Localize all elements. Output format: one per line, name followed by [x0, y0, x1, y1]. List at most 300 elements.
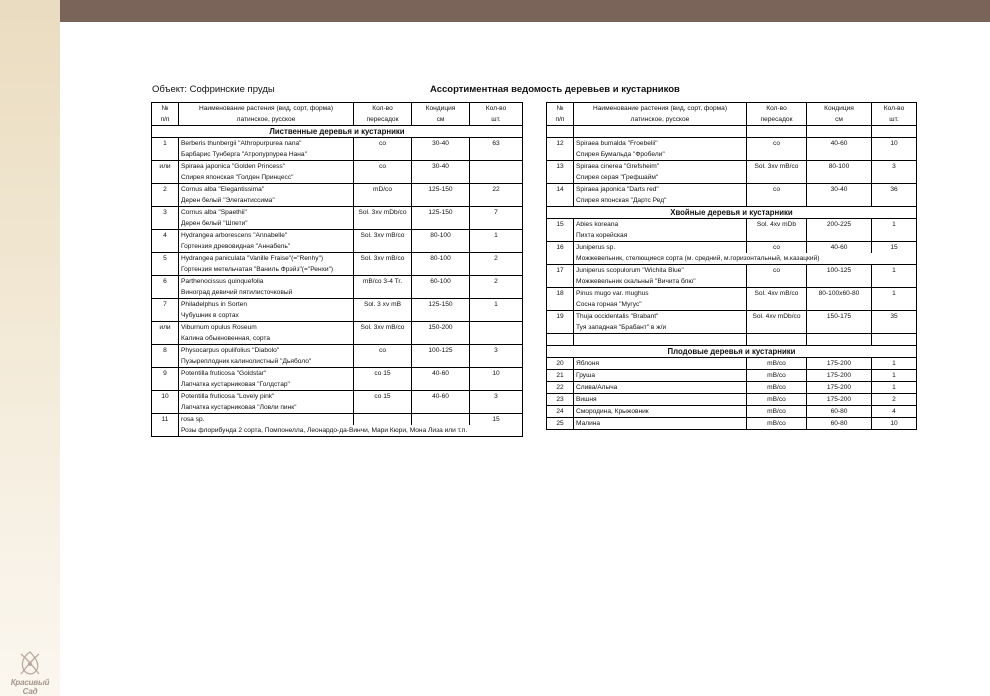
russian-name: Спирея японская "Дартс Ред": [574, 195, 747, 207]
size-condition: [412, 414, 470, 426]
transplant-count: Sol. 3 xv mB: [354, 299, 412, 311]
item-number: 2: [152, 184, 179, 196]
table-row: [152, 276, 523, 288]
table-row: [152, 322, 523, 334]
section-row: [547, 346, 917, 358]
russian-name: Можжевельник, стелющиеся сорта (м. средний, м.горизонтальный, м.казацкий): [574, 253, 917, 265]
right-plant-table: [546, 102, 917, 430]
quantity-cont: [470, 149, 523, 161]
item-number-cont: [152, 425, 179, 437]
quantity: 2: [470, 253, 523, 265]
header-count-sub: пересадок: [747, 114, 807, 126]
table-row: [152, 345, 523, 357]
size-condition: 60-80: [807, 406, 872, 418]
transplant-count: Sol. 4xv mB/co: [747, 288, 807, 300]
header-row-1: [547, 103, 917, 115]
latin-name: Thuja occidentalis "Brabant": [574, 311, 747, 323]
item-number: 19: [547, 311, 574, 323]
quantity-cont: [470, 241, 523, 253]
table-row-sub: [547, 172, 917, 184]
russian-name: Сосна горная "Мугус": [574, 299, 747, 311]
section-title: Плодовые деревья и кустарники: [547, 346, 917, 358]
transplant-count: co: [747, 184, 807, 196]
section-row: [152, 126, 523, 138]
transplant-count-cont: [354, 379, 412, 391]
size-condition: 30-40: [412, 161, 470, 173]
quantity: 22: [470, 184, 523, 196]
table-row-sub: [547, 253, 917, 265]
plant-name: Слива/Алыча: [574, 382, 747, 394]
size-condition-cont: [807, 172, 872, 184]
russian-name: Барбарис Тунберга "Атропурпуреа Нана": [179, 149, 354, 161]
size-condition: 60-100: [412, 276, 470, 288]
document-title: Ассортиментная ведомость деревьев и кустарников: [430, 84, 680, 95]
table-row: [152, 368, 523, 380]
transplant-count: co: [354, 161, 412, 173]
latin-name: Cornus alba "Elegantissima": [179, 184, 354, 196]
transplant-count: mB/co: [747, 406, 807, 418]
item-number-cont: [152, 333, 179, 345]
transplant-count-cont: [354, 172, 412, 184]
item-number-cont: [152, 149, 179, 161]
table-row-sub: [152, 195, 523, 207]
transplant-count-cont: [747, 149, 807, 161]
table-row: [547, 161, 917, 173]
item-number-cont: [547, 299, 574, 311]
transplant-count: Sol. 3xv mDb/co: [354, 207, 412, 219]
transplant-count: Sol. 3xv mB/co: [354, 322, 412, 334]
size-condition-cont: [412, 356, 470, 368]
size-condition-cont: [807, 230, 872, 242]
header-qty-sub: шт.: [872, 114, 917, 126]
size-condition: 125-150: [412, 299, 470, 311]
russian-name: Гортензия древовидная "Аннабель": [179, 241, 354, 253]
latin-name: Potentilla fruticosa "Lovely pink": [179, 391, 354, 403]
latin-name: Spiraea japonica "Darts red": [574, 184, 747, 196]
transplant-count: Sol. 3xv mB/co: [354, 230, 412, 242]
size-condition: 100-125: [807, 265, 872, 277]
size-condition-cont: [412, 287, 470, 299]
item-number: 14: [547, 184, 574, 196]
size-condition: 100-125: [412, 345, 470, 357]
quantity-cont: [872, 149, 917, 161]
quantity-cont: [872, 230, 917, 242]
table-row-sub: [547, 276, 917, 288]
quantity: 10: [470, 368, 523, 380]
transplant-count-cont: [354, 287, 412, 299]
transplant-count: co 15: [354, 368, 412, 380]
table-row: [547, 311, 917, 323]
header-condition: Кондиция: [412, 103, 470, 115]
size-condition-cont: [807, 322, 872, 334]
object-label: Объект: Софринские пруды: [152, 84, 275, 95]
quantity: 2: [470, 276, 523, 288]
size-condition-cont: [412, 402, 470, 414]
quantity-cont: [872, 322, 917, 334]
table-row: [547, 406, 917, 418]
transplant-count-cont: [354, 241, 412, 253]
table-row: [547, 394, 917, 406]
size-condition-cont: [412, 310, 470, 322]
transplant-count: mB/co 3-4 Tr.: [354, 276, 412, 288]
table-row: [152, 207, 523, 219]
transplant-count-cont: [354, 333, 412, 345]
quantity: 1: [872, 288, 917, 300]
plant-name: Смородина, Крыжовник: [574, 406, 747, 418]
table-row: [152, 184, 523, 196]
quantity-cont: [470, 402, 523, 414]
russian-name: Чубушник в сортах: [179, 310, 354, 322]
item-number: 15: [547, 219, 574, 231]
latin-name: Hydrangea arborescens "Annabelle": [179, 230, 354, 242]
table-row: [547, 418, 917, 430]
item-number-cont: [152, 172, 179, 184]
latin-name: Viburnum opulus Roseum: [179, 322, 354, 334]
table-row-sub: [152, 356, 523, 368]
item-number: или: [152, 161, 179, 173]
header-row-1: [152, 103, 523, 115]
header-name: Наименование растения (вид, сорт, форма): [574, 103, 747, 115]
latin-name: Juniperus sp.: [574, 242, 747, 254]
quantity: 1: [872, 370, 917, 382]
item-number: 7: [152, 299, 179, 311]
russian-name: Можжевельник скальный "Вичита блю": [574, 276, 747, 288]
transplant-count: Sol. 4xv mDb/co: [747, 311, 807, 323]
russian-name: Дерен белый "Шпети": [179, 218, 354, 230]
header-name-sub: латинское, русское: [179, 114, 354, 126]
transplant-count: co: [747, 242, 807, 254]
item-number: 4: [152, 230, 179, 242]
russian-name: Калина обыкновенная, сорта: [179, 333, 354, 345]
size-condition: 80-100x60-80: [807, 288, 872, 300]
header-row-2: [547, 114, 917, 126]
table-row-sub: [547, 195, 917, 207]
size-condition: 80-100: [807, 161, 872, 173]
transplant-count: Sol. 3xv mB/co: [354, 253, 412, 265]
item-number: 13: [547, 161, 574, 173]
table-row: [152, 161, 523, 173]
size-condition-cont: [412, 218, 470, 230]
item-number-cont: [547, 253, 574, 265]
transplant-count: mB/co: [747, 394, 807, 406]
quantity-cont: [470, 287, 523, 299]
table-row: [547, 184, 917, 196]
transplant-count: co: [747, 138, 807, 150]
item-number: 22: [547, 382, 574, 394]
table-row: [547, 370, 917, 382]
item-number-cont: [152, 264, 179, 276]
quantity: 1: [872, 358, 917, 370]
item-number-cont: [547, 276, 574, 288]
size-condition: 60-80: [807, 418, 872, 430]
table-row: [152, 230, 523, 242]
item-number-cont: [152, 241, 179, 253]
quantity: 4: [872, 406, 917, 418]
size-condition-cont: [412, 149, 470, 161]
side-decoration-panel: [0, 0, 60, 696]
table-row-sub: [547, 230, 917, 242]
item-number: 25: [547, 418, 574, 430]
size-condition: 150-200: [412, 322, 470, 334]
transplant-count-cont: [747, 230, 807, 242]
item-number: 12: [547, 138, 574, 150]
latin-name: rosa sp.: [179, 414, 354, 426]
transplant-count-cont: [747, 276, 807, 288]
quantity-cont: [872, 195, 917, 207]
size-condition-cont: [412, 195, 470, 207]
item-number-cont: [547, 230, 574, 242]
table-row-sub: [152, 287, 523, 299]
latin-name: Cornus alba "Spaethii": [179, 207, 354, 219]
header-count: Кол-во: [354, 103, 412, 115]
latin-name: Philadelphus in Sorten: [179, 299, 354, 311]
latin-name: Abies koreana: [574, 219, 747, 231]
header-qty-sub: шт.: [470, 114, 523, 126]
russian-name: Туя западная "Брабант" в ж/и: [574, 322, 747, 334]
item-number-cont: [547, 149, 574, 161]
transplant-count: mB/co: [747, 358, 807, 370]
size-condition-cont: [412, 333, 470, 345]
header-condition: Кондиция: [807, 103, 872, 115]
transplant-count-cont: [747, 172, 807, 184]
size-condition: 150-175: [807, 311, 872, 323]
table-row-sub: [152, 264, 523, 276]
table-row: [152, 253, 523, 265]
item-number: 3: [152, 207, 179, 219]
transplant-count-cont: [354, 402, 412, 414]
item-number-cont: [547, 172, 574, 184]
item-number: 24: [547, 406, 574, 418]
table-row: [547, 265, 917, 277]
transplant-count-cont: [354, 356, 412, 368]
russian-name: Спирея Бумальда "Фробели": [574, 149, 747, 161]
item-number-cont: [152, 195, 179, 207]
top-header-bar: [0, 0, 990, 22]
quantity-cont: [470, 195, 523, 207]
quantity: 1: [470, 230, 523, 242]
latin-name: Potentilla fruticosa "Goldstar": [179, 368, 354, 380]
table-row-sub: [152, 402, 523, 414]
blank-section-row: [547, 126, 917, 138]
size-condition-cont: [412, 172, 470, 184]
transplant-count: mD/co: [354, 184, 412, 196]
transplant-count-cont: [747, 195, 807, 207]
table-row-sub: [152, 425, 523, 437]
header-no: №: [547, 103, 574, 115]
left-plant-table: [151, 102, 523, 437]
table-row: [547, 358, 917, 370]
quantity: 36: [872, 184, 917, 196]
size-condition: 40-60: [807, 242, 872, 254]
spacer-row: [547, 334, 917, 346]
quantity: 15: [470, 414, 523, 426]
quantity: 15: [872, 242, 917, 254]
transplant-count-cont: [354, 149, 412, 161]
quantity-cont: [872, 276, 917, 288]
plant-name: Малина: [574, 418, 747, 430]
top-bar-corner: [0, 0, 60, 22]
header-no-sub: п/п: [152, 114, 179, 126]
russian-name: Дерен белый "Элегантиссима": [179, 195, 354, 207]
transplant-count-cont: [747, 322, 807, 334]
item-number: 11: [152, 414, 179, 426]
item-number-cont: [152, 310, 179, 322]
item-number-cont: [152, 218, 179, 230]
item-number: 9: [152, 368, 179, 380]
size-condition: 175-200: [807, 394, 872, 406]
item-number-cont: [152, 402, 179, 414]
transplant-count: co: [747, 265, 807, 277]
header-name: Наименование растения (вид, сорт, форма): [179, 103, 354, 115]
quantity: 3: [470, 345, 523, 357]
table-row: [547, 219, 917, 231]
russian-name: Лапчатка кустарниковая "Голдстар": [179, 379, 354, 391]
table-row: [547, 138, 917, 150]
quantity-cont: [470, 264, 523, 276]
header-count-sub: пересадок: [354, 114, 412, 126]
table-row-sub: [547, 149, 917, 161]
table-row: [152, 138, 523, 150]
section-row: [547, 207, 917, 219]
size-condition: 125-150: [412, 207, 470, 219]
quantity: [470, 322, 523, 334]
size-condition: 175-200: [807, 382, 872, 394]
quantity: 1: [872, 219, 917, 231]
header-count: Кол-во: [747, 103, 807, 115]
header-name-sub: латинское, русское: [574, 114, 747, 126]
quantity-cont: [872, 299, 917, 311]
item-number: 8: [152, 345, 179, 357]
size-condition-cont: [807, 149, 872, 161]
header-no-sub: п/п: [547, 114, 574, 126]
latin-name: Parthenocissus quinquefolia: [179, 276, 354, 288]
transplant-count-cont: [354, 195, 412, 207]
item-number: 21: [547, 370, 574, 382]
item-number: 5: [152, 253, 179, 265]
size-condition: 175-200: [807, 370, 872, 382]
latin-name: Berberis thunbergii "Athropurpurea nana": [179, 138, 354, 150]
size-condition: 125-150: [412, 184, 470, 196]
table-row: [547, 382, 917, 394]
item-number: 17: [547, 265, 574, 277]
item-number: 23: [547, 394, 574, 406]
russian-name: Спирея японская "Голден Принцесс": [179, 172, 354, 184]
table-row: [152, 391, 523, 403]
size-condition-cont: [412, 241, 470, 253]
section-title: Лиственные деревья и кустарники: [152, 126, 523, 138]
item-number-cont: [152, 287, 179, 299]
transplant-count-cont: [354, 218, 412, 230]
header-row-2: [152, 114, 523, 126]
table-row-sub: [152, 172, 523, 184]
table-row-sub: [152, 333, 523, 345]
quantity-cont: [470, 218, 523, 230]
latin-name: Spiraea cinerea "Grefsheim": [574, 161, 747, 173]
size-condition: 40-60: [807, 138, 872, 150]
russian-name: Розы флорибунда 2 сорта, Помпонелла, Леонардо-да-Винчи, Мари Кюри, Мона Лиза или т.п.: [179, 425, 523, 437]
quantity: 3: [470, 391, 523, 403]
latin-name: Physocarpus opulifolius "Diabolo": [179, 345, 354, 357]
transplant-count-cont: [354, 310, 412, 322]
size-condition: 175-200: [807, 358, 872, 370]
size-condition-cont: [807, 299, 872, 311]
transplant-count: [354, 414, 412, 426]
quantity-cont: [470, 356, 523, 368]
table-row-sub: [152, 310, 523, 322]
quantity-cont: [470, 379, 523, 391]
size-condition-cont: [412, 264, 470, 276]
size-condition-cont: [807, 276, 872, 288]
latin-name: Spiraea bumalda "Froebelii": [574, 138, 747, 150]
plant-name: Груша: [574, 370, 747, 382]
header-qty: Кол-во: [470, 103, 523, 115]
quantity: 1: [872, 382, 917, 394]
item-number-cont: [152, 356, 179, 368]
table-row-sub: [547, 299, 917, 311]
item-number: 16: [547, 242, 574, 254]
latin-name: Pinus mugo var. mughus: [574, 288, 747, 300]
table-row-sub: [152, 379, 523, 391]
item-number-cont: [547, 322, 574, 334]
table-row-sub: [152, 218, 523, 230]
plant-name: Вишня: [574, 394, 747, 406]
item-number-cont: [152, 379, 179, 391]
transplant-count-cont: [747, 299, 807, 311]
transplant-count-cont: [354, 264, 412, 276]
header-condition-sub: см: [807, 114, 872, 126]
quantity: 10: [872, 418, 917, 430]
table-row-sub: [152, 241, 523, 253]
quantity: 2: [872, 394, 917, 406]
quantity: 63: [470, 138, 523, 150]
size-condition: 30-40: [412, 138, 470, 150]
transplant-count: Sol. 4xv mDb: [747, 219, 807, 231]
section-title: Хвойные деревья и кустарники: [547, 207, 917, 219]
latin-name: Juniperus scopulorum "Wichita Blue": [574, 265, 747, 277]
size-condition: 80-100: [412, 230, 470, 242]
transplant-count: co 15: [354, 391, 412, 403]
quantity-cont: [872, 172, 917, 184]
size-condition: 30-40: [807, 184, 872, 196]
table-row-sub: [152, 149, 523, 161]
quantity: 3: [872, 161, 917, 173]
quantity: 1: [470, 299, 523, 311]
quantity: 10: [872, 138, 917, 150]
quantity: 1: [872, 265, 917, 277]
size-condition: 200-225: [807, 219, 872, 231]
russian-name: Спирея серая "Грефшайм": [574, 172, 747, 184]
item-number-cont: [547, 195, 574, 207]
russian-name: Лапчатка кустарниковая "Ловли пинк": [179, 402, 354, 414]
item-number: или: [152, 322, 179, 334]
russian-name: Виноград девичий пятилисточковый: [179, 287, 354, 299]
quantity-cont: [470, 333, 523, 345]
quantity: [470, 161, 523, 173]
size-condition: 40-60: [412, 391, 470, 403]
size-condition-cont: [412, 379, 470, 391]
table-row: [547, 242, 917, 254]
russian-name: Пихта корейская: [574, 230, 747, 242]
quantity-cont: [470, 310, 523, 322]
table-row: [547, 288, 917, 300]
size-condition: 80-100: [412, 253, 470, 265]
table-row-sub: [547, 322, 917, 334]
header-condition-sub: см: [412, 114, 470, 126]
header-no: №: [152, 103, 179, 115]
item-number: 20: [547, 358, 574, 370]
item-number: 10: [152, 391, 179, 403]
russian-name: Пузыреплодник калинолистный "Дьяболо": [179, 356, 354, 368]
